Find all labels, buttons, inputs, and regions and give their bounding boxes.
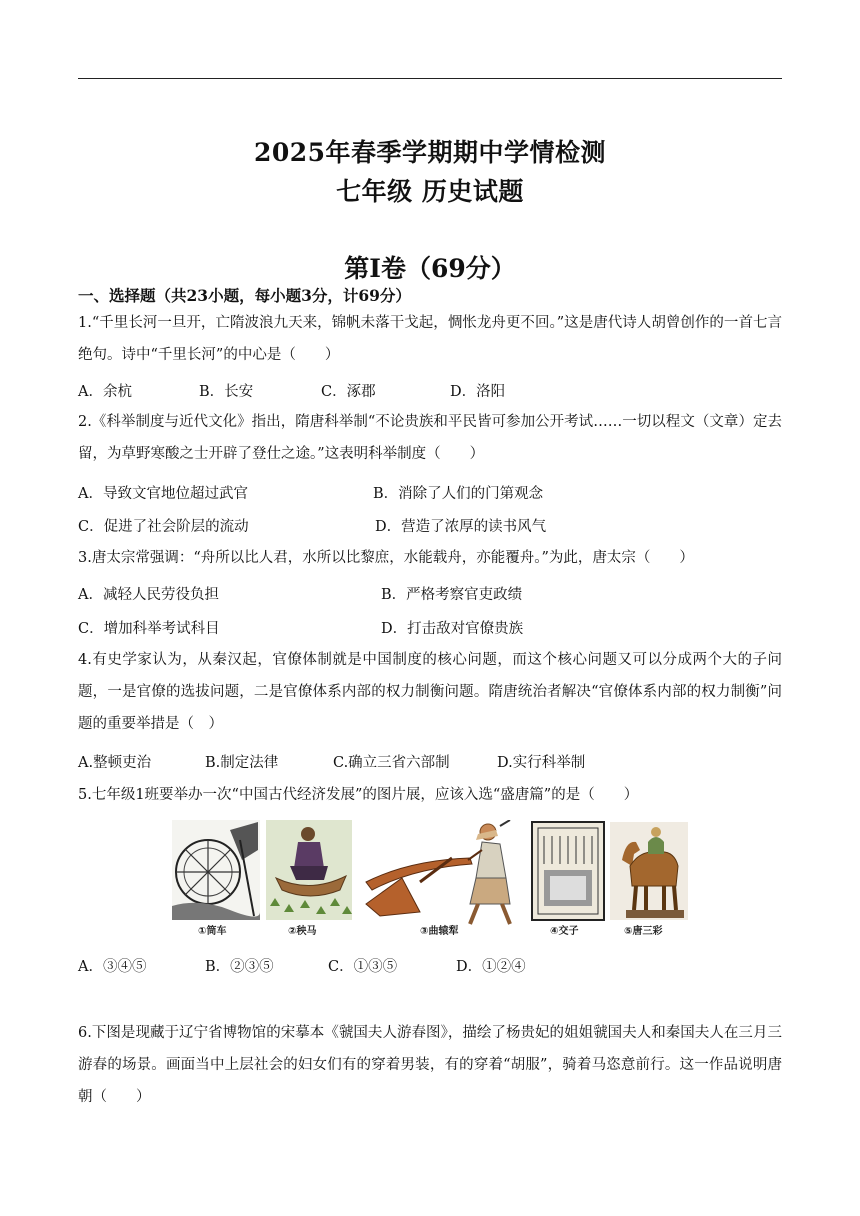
exam-subtitle: 七年级 历史试题 (336, 177, 524, 206)
question-3-stem: 3.唐太宗常强调：“舟所以比人君，水所以比黎庶，水能载舟，亦能覆舟。”为此，唐太宗（ ） (78, 550, 694, 566)
tang-sancai-camel-image (610, 822, 688, 920)
question-3-option-d[interactable]: D．打击敌对官僚贵族 (381, 621, 524, 637)
question-2-option-c[interactable]: C．促进了社会阶层的流动 (78, 519, 249, 535)
question-2-option-a[interactable]: A．导致文官地位超过武官 (78, 486, 248, 502)
question-1-option-d[interactable]: D．洛阳 (450, 384, 506, 400)
section-heading: 一、选择题（共23小题，每小题3分，计69分） (78, 286, 411, 305)
question-6-stem: 6.下图是现藏于辽宁省博物馆的宋摹本《虢国夫人游春图》，描绘了杨贵妃的姐姐虢国夫人和秦国夫人在三月三游春的场景。画面当中上层社会的妇女们有的穿着男装，有的穿着“胡服”，骑着马恣意前行。这一作品说明唐朝（ ） (78, 1025, 782, 1105)
question-5-option-a[interactable]: A．③④⑤ (78, 959, 147, 975)
question-1-option-a[interactable]: A．余杭 (78, 384, 132, 400)
question-1-option-b[interactable]: B．长安 (199, 384, 254, 400)
figure-caption-2: ②秧马 (288, 926, 317, 937)
question-1-stem: 1.“千里长河一旦开，亡隋波浪九天来，锦帆未落干戈起，惆怅龙舟更不回。”这是唐代诗人胡曾创作的一首七言绝句。诗中“千里长河”的中心是（ ） (78, 315, 782, 363)
question-5-option-d[interactable]: D．①②④ (456, 959, 526, 975)
question-2-stem: 2.《科举制度与近代文化》指出，隋唐科举制“不论贵族和平民皆可参加公开考试……一切以程文（文章）定去留，为草野寒酸之士开辟了登仕之途。”这表明科举制度（ ） (78, 414, 782, 462)
question-5-figure (170, 820, 690, 942)
seedling-horse-image (266, 820, 352, 920)
header-rule (78, 78, 782, 79)
curved-shaft-plough-image (366, 820, 510, 924)
question-5-option-b[interactable]: B．②③⑤ (205, 959, 274, 975)
question-1-option-c[interactable]: C．涿郡 (321, 384, 376, 400)
water-wheel-image (172, 820, 260, 920)
question-2-option-d[interactable]: D．营造了浓厚的读书风气 (375, 519, 547, 535)
question-5-option-c[interactable]: C．①③⑤ (328, 959, 398, 975)
figure-caption-3: ③曲辕犁 (420, 926, 459, 937)
question-4-option-b[interactable]: B.制定法律 (205, 755, 279, 771)
jiaozi-banknote-image (532, 822, 604, 920)
question-4-stem: 4.有史学家认为，从秦汉起，官僚体制就是中国制度的核心问题，而这个核心问题又可以分成两个大的子问题，一是官僚的选拔问题，二是官僚体系内部的权力制衡问题。隋唐统治者解决“官僚体系内部的权力制衡”问题的重要举措是（ ） (78, 652, 782, 732)
question-4-option-d[interactable]: D.实行科举制 (497, 755, 586, 771)
question-3-option-c[interactable]: C．增加科举考试科目 (78, 621, 220, 637)
figure-caption-1: ①筒车 (198, 926, 227, 937)
question-5-stem: 5.七年级1班要举办一次“中国古代经济发展”的图片展，应该入选“盛唐篇”的是（ ） (78, 787, 639, 803)
volume-heading: 第Ⅰ卷（69分） (344, 254, 516, 283)
question-4-option-a[interactable]: A.整顿吏治 (78, 755, 152, 771)
exam-title: 2025年春季学期期中学情检测 (253, 138, 607, 167)
figure-caption-4: ④交子 (550, 926, 579, 937)
question-3-option-a[interactable]: A．减轻人民劳役负担 (78, 587, 219, 603)
question-4-option-c[interactable]: C.确立三省六部制 (333, 755, 450, 771)
question-2-option-b[interactable]: B．消除了人们的门第观念 (373, 486, 544, 502)
question-3-option-b[interactable]: B．严格考察官吏政绩 (381, 587, 523, 603)
figure-caption-5: ⑤唐三彩 (624, 926, 663, 937)
